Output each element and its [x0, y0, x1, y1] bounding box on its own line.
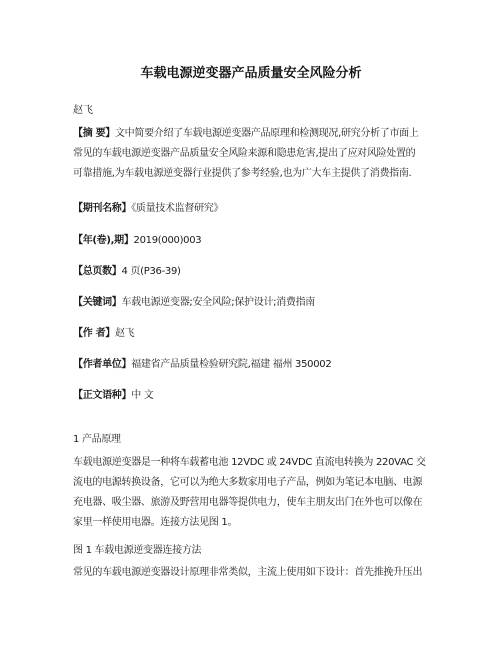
para2-line-1: 常见的车载电源逆变器设计原理非常类似，主流上使用如下设计：首先推挽升压出	[73, 567, 423, 578]
para1-line-2: 流电的电源转换设备，它可以为绝大多数家用电子产品，例如为笔记本电脑、电源	[73, 477, 423, 488]
para1-line-4: 家里一样使用电器。连接方法见图 1。	[73, 517, 238, 528]
meta-affiliation	[73, 355, 433, 375]
para1-line-1: 车载电源逆变器是一种将车载蓄电池 12VDC 或 24VDC 直流电转换为 220VAC 交	[73, 457, 426, 468]
meta-keywords	[73, 293, 433, 313]
figure-caption: 图 1 车载电源逆变器连接方法	[73, 545, 202, 556]
abstract-line-2: 常见的车载电源逆变器产品质量安全风险来源和隐患危害,提出了应对风险处置的	[73, 148, 416, 159]
meta-affiliation-value: 福建省产品质量检验研究院,福建 福州 350002	[131, 359, 332, 370]
meta-language-value: 中 文	[131, 390, 154, 401]
abstract-line-1	[73, 124, 433, 144]
abstract-label: 【摘 要】	[73, 128, 115, 139]
meta-pages-value: 4 页(P36-39)	[121, 266, 181, 277]
meta-volume-value: 2019(000)003	[133, 235, 202, 246]
meta-pages	[73, 262, 433, 282]
meta-author	[73, 324, 433, 344]
document-title: 车载电源逆变器产品质量安全风险分析	[140, 66, 362, 81]
abstract-text-1: 文中简要介绍了车载电源逆变器产品原理和检测现况,研究分析了市面上	[114, 128, 419, 139]
meta-keywords-label: 【关键词】	[73, 297, 122, 308]
abstract-block	[73, 124, 433, 184]
meta-keywords-value: 车载电源逆变器;安全风险;保护设计;消费指南	[121, 297, 316, 308]
body-paragraph-2	[73, 563, 433, 583]
meta-affiliation-label: 【作者单位】	[73, 359, 132, 370]
meta-author-label: 【作 者】	[73, 328, 115, 339]
para1-line-3: 充电器、吸尘器、旅游及野营用电器等提供电力，使车主朋友出门在外也可以像在	[73, 497, 423, 508]
meta-journal-value: 《质量技术监督研究》	[131, 203, 224, 214]
meta-journal-label: 【期刊名称】	[73, 203, 132, 214]
meta-journal	[73, 199, 433, 219]
meta-language	[73, 386, 433, 406]
meta-volume-label: 【年(卷),期】	[73, 235, 134, 246]
author-name: 赵飞	[73, 105, 93, 116]
abstract-line-3: 可靠措施,为车载电源逆变器行业提供了参考经验,也为广大车主提供了消费指南.	[73, 168, 412, 179]
section-heading: 1 产品原理	[73, 434, 121, 445]
meta-author-value: 赵飞	[114, 328, 135, 339]
meta-pages-label: 【总页数】	[73, 266, 122, 277]
meta-volume	[73, 231, 433, 251]
body-paragraph-1	[73, 453, 433, 533]
meta-language-label: 【正文语种】	[73, 390, 132, 401]
